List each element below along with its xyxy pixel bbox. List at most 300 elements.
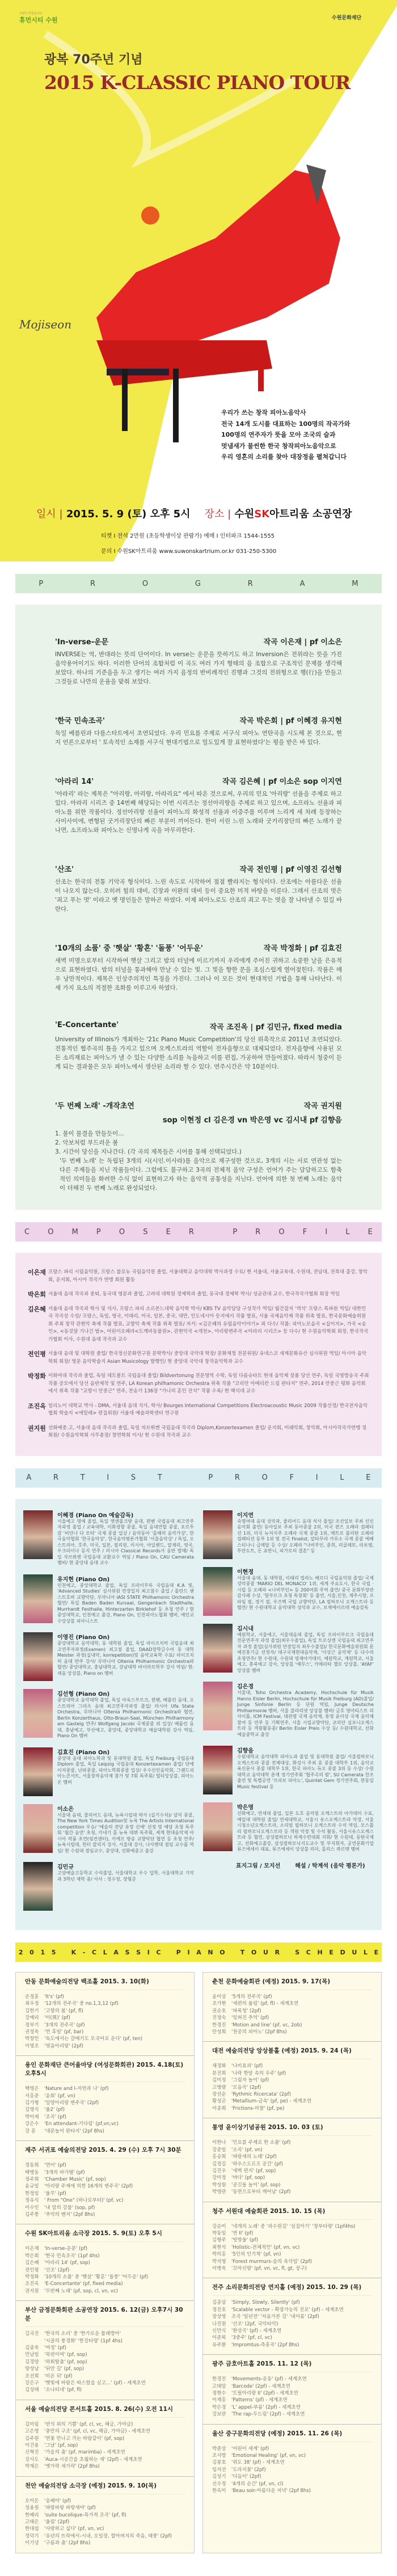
artist-photo <box>203 1802 233 1851</box>
program-row <box>25 2085 185 2092</box>
artist-name: 김시내 <box>237 1625 254 1632</box>
heading-letter: O <box>278 1227 285 1236</box>
heading-letter: 2 <box>18 1948 23 1956</box>
program-row <box>25 2359 185 2366</box>
program-row <box>212 2161 372 2168</box>
composer-name: 김종욱 <box>25 2345 39 2351</box>
composer-name: 김가형 <box>25 2100 39 2106</box>
program-row <box>25 2519 185 2526</box>
program-row <box>212 2174 372 2181</box>
artist-info <box>237 1510 374 1559</box>
program-row <box>212 2139 372 2146</box>
program-row <box>212 2147 372 2153</box>
artist-name: 김선형 (Piano On) <box>57 1691 110 1697</box>
piece-title: '아라리 14' <box>55 778 94 786</box>
composer-name: 이영조 <box>25 2043 39 2049</box>
composer-name: 박영란 <box>212 2189 226 2195</box>
composer-name: 홍승희 <box>212 2154 226 2160</box>
work-title: '옛가락 새가락' (2pf 8hs) <box>44 2464 100 2470</box>
work-title: '연 II' (pf) <box>231 2230 254 2236</box>
composer-name: 임지선 <box>212 2467 226 2473</box>
work-title: 'Auca-시공간을 초월하는 새' (2pf) - 세계초연 <box>44 2456 142 2463</box>
heading-letter: O <box>142 579 149 588</box>
program-row <box>25 2330 185 2337</box>
composer-name: 김경양 <box>25 2359 39 2365</box>
piece-credit: 작곡 전인평 | pf 이영진 김선형 <box>239 865 342 874</box>
composer-name: 한대섭 <box>25 2526 39 2532</box>
program-row <box>25 2366 185 2372</box>
program-row <box>25 2274 185 2281</box>
work-title: '공깃돌 놀이' (pf, sop) <box>231 2182 281 2188</box>
artist-name: 이소은 <box>57 1806 74 1813</box>
program-row <box>25 2022 185 2029</box>
piano-leg <box>258 346 264 391</box>
artist-photo <box>203 1682 233 1730</box>
artist-column-right <box>203 1510 374 1919</box>
program-row <box>25 2169 185 2176</box>
composer-name: 이기녕 <box>25 2540 39 2547</box>
work-title: 'In-verse-운문' (pf) <box>44 2246 88 2252</box>
program-piece <box>55 863 342 914</box>
program-row <box>212 2452 372 2459</box>
artist-info <box>57 1747 194 1796</box>
program-row <box>212 2022 372 2029</box>
composer-name: 김미림 <box>25 2421 39 2427</box>
concert-block <box>203 2042 381 2118</box>
program-row <box>212 2015 372 2021</box>
composer-name: 김주원 <box>25 2435 39 2442</box>
work-title: '울림' (2pf) <box>44 2519 70 2525</box>
movement-item: 3. 시간이 당신을 지나간다. (각 곡의 제목들은 시어를 통해 선택되었다.) <box>55 1148 242 1155</box>
program-row <box>25 2345 185 2351</box>
artist-entry <box>23 1510 194 1566</box>
concert-venue-date: 광주 금호아트홀 2015. 11. 12 (목) <box>212 2359 372 2372</box>
composer-entry <box>28 1425 369 1440</box>
artist-info <box>237 1567 374 1616</box>
composer-name: 정주희 <box>25 2176 39 2182</box>
program-row <box>25 2463 185 2470</box>
program-row <box>25 2106 185 2113</box>
program-row <box>212 2237 372 2244</box>
program-row <box>25 2015 185 2021</box>
work-title: '율2' (pf) <box>44 2107 65 2113</box>
composer-bio: 서울대 음대 작곡과 학사 및 석사, 프랑스 파리 소르본느대학 음악학 박사/ KBS TV 음악담당 구성작가 역임/ 월간잡지 '객석' 프랑스 특파원 역임/ 대한민국 작곡상 수상/ 프랑스, 독일, 영국, 이태리, 미국, 일본, 중국, 대만, 인도네시아 등지에서 작품 발표, 서울 국제음악제 작품 위촉 발표, 한국문화예술위원회 주최 창작 관현악 축제 작품 발표, 교향악 축제 작품 위촉 발표/ 저서: <김은혜의 유럽음악이야기> 외 다수/ 작품: 피아노모음곡 <십이지>, 가곡 <송인>, <동짓달 기나긴 밤>, 어린이오페라<도깨비동물원>, 관현악곡 <개천>, 아리랑변주곡 <아라리 시리즈> 등 다수/ 현 수원음악학회 회장, 한국작곡가협회 이사, 수원대 음대 작곡과 교수 <box>48 1306 369 1342</box>
program-row <box>25 2000 185 2007</box>
work-title: '내 맘의 강물' (sop, pf) <box>44 2205 95 2211</box>
work-title: '3개의 바가텔' (pf) <box>44 2169 85 2176</box>
heading-letter: I <box>315 1473 318 1482</box>
artist-name: 김민규 <box>57 1864 74 1870</box>
composer-name: 박성원 <box>212 2182 226 2188</box>
credits <box>236 1861 374 1869</box>
heading-letter: O <box>251 1948 257 1956</box>
work-title: '파랑파랑 파랑새야' (pf) <box>44 2505 96 2511</box>
work-title: 'The rap-두드림' (2pf) - 세계초연 <box>231 2412 305 2418</box>
program-row <box>212 2313 372 2320</box>
composer-name: 안성희 <box>212 2029 226 2036</box>
work-title: '그날' (pf, sop) <box>44 2443 78 2449</box>
piano-leg <box>173 369 179 442</box>
composer-name: 백영은 <box>25 2086 39 2092</box>
composer-name: 박의홍 <box>212 2252 226 2258</box>
piece-header <box>55 715 342 725</box>
program-row <box>25 2373 185 2380</box>
piano-leg <box>122 369 128 431</box>
heading-letter: R <box>90 579 96 588</box>
program-row <box>25 2428 185 2435</box>
artist-photo <box>23 1632 53 1681</box>
composer-name: 조가현 <box>212 2001 226 2007</box>
work-title: 'Scalable vector - 확장가능의 진로' (pf) - 세계초연 <box>231 2307 344 2313</box>
intro-text: 우리가 쓰는 창작 피아노음악사 전국 14개 도시를 대표하는 100명의 작곡가와 100명의 연주자가 뜻을 모아 조국의 슬과 멋냄새가 물씬한 한국 창작피아노음악으로 우리 영혼의 소리를 찾아 대장정을 펼쳐갑니다 <box>221 409 350 461</box>
work-title: 'Patterns' (pf) - 세계초연 <box>231 2397 288 2404</box>
artist-info <box>57 1862 194 1911</box>
work-title: '소나티네' (pf, fl) <box>44 2387 82 2393</box>
program-row <box>25 2533 185 2540</box>
work-title: 'Forest murmurs-숲의 속삭임' (2pf) <box>231 2258 312 2265</box>
program-row <box>212 2230 372 2237</box>
artist-entry <box>203 1802 374 1853</box>
composer-name: 권순호 <box>212 2008 226 2014</box>
work-title: ' From "One" (하나로부터)' (pf, vc) <box>44 2198 124 2204</box>
artist-photo <box>23 1689 53 1738</box>
piece-header <box>55 1021 342 1032</box>
composer-entry <box>28 1291 369 1299</box>
artist-photo <box>203 1567 233 1616</box>
schedule-heading <box>15 1942 382 1962</box>
artist-name: 박은영 <box>237 1805 254 1811</box>
heading-letter: S <box>125 1948 130 1956</box>
work-title: 'Movements-운동' (pf) - 세계초연 <box>231 2376 307 2383</box>
program-section <box>15 605 382 1210</box>
heading-letter: F <box>289 1473 294 1482</box>
composer-name: 조진옥 <box>28 1402 46 1410</box>
piece-description: 새벽 미명으로부터 시작하여 햇살 그리고 밤의 터널에 이르기까지 우리에게 주어진 귀하고 소중한 날을 은유적으로 표현하였다. 밤의 터널을 통과해야 만날 수 있는 빛. 그 빛을 향한 문을 조심스럽게 열어젖힌다. 작품은 매우 낭만적이다. 제목은 인상주의적인 특징을 가진다. 그러나 이 모든 것이 현대적인 기법을 통해 나타난다. 이 세 가지 요소의 적절한 조화를 이루고자 하였다. <box>55 957 342 991</box>
composer-name: 조진옥 <box>25 2281 39 2287</box>
heading-letter: O <box>219 1948 225 1956</box>
heading-letter: G <box>195 579 201 588</box>
heading-letter: C <box>24 1227 30 1236</box>
composer-name: 김은혜 <box>25 2260 39 2266</box>
program-row <box>25 2442 185 2449</box>
work-title: '나락 한알 속의 우주' (pf) <box>231 2070 286 2076</box>
concert-block <box>203 2202 381 2279</box>
work-title: 'Nature and I-자연과 나' (pf) <box>44 2086 109 2092</box>
program-row <box>212 1994 372 2000</box>
concert-venue-date: 용인 문화재단 큰어울마당 (여성문화회관) 2015. 4.18(토) 오후5시 <box>25 2060 185 2082</box>
program-row <box>212 2251 372 2258</box>
work-title: 'Beau soir-아름다운 저녁' (2pf 8hs) <box>231 2488 311 2494</box>
work-title: '연어' (pf) <box>44 2163 66 2169</box>
credit-line: 표지그림 / 모지선 <box>236 1863 281 1869</box>
work-title: '엮음아리랑' (2pf) <box>44 2043 83 2049</box>
artist-info <box>57 1689 194 1739</box>
composer-name: 박창민 <box>25 2036 39 2042</box>
piece-description: University of Illinois가 개최하는 '21c Piano Music Competition'의 당선 위촉작으로 2011년 초연되었다. 전통적인 협주곡의 틀을 가지고 있으며 오케스트라의 역할이 전자음향으로 대체되었다. 전자음향에 사용된 모든 소리재료는 피아노가 낼 수 있는 다양한 소리를 녹음하고 이를 편집, 가공하여 만들어졌다. 따라서 청중이 듣게 되는 결과물은 모두 피아노에서 생산된 소리라 할 수 있다. 연주시간은 약 10분이다. <box>55 1036 342 1070</box>
program-row <box>212 2342 372 2349</box>
heading-letter: E <box>329 1948 333 1956</box>
piece-performers: sop 이현정 cl 김은경 vn 박은영 vc 김시내 pf 김향음 <box>162 1116 342 1125</box>
artist-entry <box>203 1682 374 1738</box>
artist-photo <box>203 1746 233 1794</box>
heading-letter: M <box>352 579 358 588</box>
heading-letter: S <box>295 1948 300 1956</box>
concert-venue-date: 안동 문화예술의전당 백조홀 2015. 3. 10(화) <box>25 1977 185 1990</box>
heading-letter: L <box>340 1473 344 1482</box>
heading-letter: A <box>113 1948 119 1956</box>
composer-name: 권지원 <box>25 2288 39 2294</box>
work-title: '민요를 주제로 한 소품' (pf) <box>231 2140 291 2146</box>
work-title: 'Chamber Music' (pf, sop) <box>44 2176 106 2182</box>
program-row <box>25 2043 185 2050</box>
piece-credit: 작곡 박정화 | pf 김효진 <box>263 944 342 953</box>
artist-entry <box>203 1746 374 1794</box>
program-row <box>25 2176 185 2183</box>
program-row <box>212 2481 372 2488</box>
concert-venue-date: 울산 중구문화의전당 (예정) 2015. 11. 26 (목) <box>212 2429 372 2442</box>
heading-letter: E <box>368 1227 373 1236</box>
work-title: '세편의 울림' (pf, fl) - 세계초연 <box>231 2001 299 2007</box>
program-row <box>25 2505 185 2511</box>
program-row <box>212 2383 372 2390</box>
program-piece <box>55 942 342 993</box>
heading-letter: A <box>196 1948 201 1956</box>
artist-info <box>237 1746 374 1794</box>
program-row <box>25 2498 185 2505</box>
program-row <box>212 2189 372 2195</box>
work-title: '3중주' (pf, cl, vc) <box>231 2335 272 2341</box>
work-title: '4개의 순간' (pf, vn, cl) <box>231 2481 284 2487</box>
work-title: '충만의 구조' (pf, cl, vc, 해금, 가야금) - 세계초연 <box>44 2429 150 2435</box>
work-title: '천공의 피아노' (2pf 8hs) <box>231 2029 287 2036</box>
heading-letter: 5 <box>51 1948 56 1956</box>
program-row <box>25 2245 185 2252</box>
program-row <box>212 2244 372 2251</box>
program-piece <box>55 636 342 686</box>
concert-block <box>203 2355 381 2424</box>
work-title: '고향의 봄' (pf, fl) <box>44 2008 83 2014</box>
heading-letter: R <box>234 1473 240 1482</box>
artist-bio: 선화예고, 연세대 졸업, 일본 도호 음악원 오케스트라 아카데미 수료, 예일대 대학원 졸업/ 연세대학교, 서울시 유스오케스트라 악장, 서울시청소년오케스트라, 소리얼 필하모니 오케스트라 수석 역임, 모스틀리 필하모닉오케스트라 등 객원 악장 및 수석 활동, 서울시유스오케스트라 등 협연, 삼성필하모닉 하계수련대회 지휘/ 현 수원대, 동탄국제고, 선화예고출강, 삼성필하모닉지도교수 및 부지휘자, 공연문화기업 뮤즈에세이 대표, 뮤즈에세이 앙상블 리더, 몰리스 콰르텟 멤버 <box>237 1811 374 1852</box>
piece-description: '두 번째 노래' 는 독립된 3개의 시(시인.이사라)를 음악으로 재구성한 것으로, 3개의 시는 서로 연관성 없는 다른 주제들을 지닌 작품들이다. 그럼에도 불구하고 3곡의 전체적 음악 구성은 언어가 주는 담담하고도 함축적인 의미들을 화려한 수식 없이 표현하고자 하는 음악적 공통성을 지닌다. 언어에 의한 첫 번째 노래는 음악이 더해진 두 번째 노래로 완성되었다. <box>60 1158 342 1192</box>
composer-bio: 프랑스 파리 시립음악원, 프랑스 불로뉴 국립음악원 졸업, 서울대학교 음악대학 박사과정 수료/ 현 서울대, 서울교육대, 수원대, 전남대, 전북대 출강, 창악회, 운지회, 아시아 작곡가 연맹 회원 활동 <box>48 1269 368 1283</box>
credit-line: 해설 / 탁계석 (음악 평론가) <box>295 1863 365 1869</box>
composer-name: 김은혜 <box>28 1305 46 1313</box>
composer-entry <box>28 1269 369 1284</box>
composer-name: 정진호 <box>212 2307 226 2313</box>
composer-name: 강은수 <box>25 2121 39 2127</box>
heading-letter: R <box>53 1473 58 1482</box>
program-row <box>25 2267 185 2274</box>
heading-letter: C <box>92 1948 97 1956</box>
program-row <box>25 2281 185 2287</box>
program-piece <box>55 1100 342 1193</box>
program-row <box>25 2456 185 2463</box>
work-title: '시골의 풍경화' '한강타령' (1pf 4hs) <box>44 2338 123 2344</box>
program-row <box>25 2029 185 2036</box>
piece-title: 'E-Concertante' <box>55 1021 119 1029</box>
program-row <box>212 2321 372 2328</box>
composer-name: 이건용 <box>25 2443 39 2449</box>
program-row <box>212 2446 372 2452</box>
concert-block <box>16 2056 194 2141</box>
program-row <box>212 2182 372 2189</box>
artist-name: 이현정 <box>237 1569 254 1576</box>
concert-venue-date: 제주 서귀포 예술의전당 2015. 4. 29 (수) 오후 7시 30분 <box>25 2146 185 2159</box>
artist-bio: 수원대학교 음악대학 피아노과 졸업 및 동대학원 졸업/ 서울필하모닉 오케스트라 콩쿨 전체대상, 화성시 주최 효 콩쿨 대학부 1위, 음악교육신문사 콩쿨 대학부 1위, 한국 피아노 듀오 콩쿨 3위 등 수상/ 수원대학교 음악대학 춘계 정기연주회 '협주곡의 밤', SU Camerata 찬조출연 및 특별공연 '브라보 피아노', Quintet Gem 정기연주회, 한동일 Music festival 등 <box>237 1754 374 1789</box>
work-title: 'En attendant-기다림' (pf,vn,vc) <box>44 2121 119 2127</box>
composer-bio: 서울대 음대 작곡과 중퇴, 동국대 영문과 졸업, 고려대 대학원 경제학과 졸업, 동국대 경제학 박사/ 성균관대 교수, 한국작곡가협회 회장 역임 <box>48 1291 340 1297</box>
work-title: 'Holistic-전체적인' (pf, vn, vc) <box>231 2244 300 2250</box>
event-date-venue: 일시 | 2015. 5. 9 (토) 오후 5시 장소 | 수원SK아트리움 소공연장 <box>36 508 352 520</box>
program-row <box>25 2338 185 2345</box>
composer-name: 이재홍 <box>212 2397 226 2404</box>
heading-letter: P <box>39 579 44 588</box>
work-title: '두번째 노래' (pf, sop, cl, vn, vc) <box>44 2288 118 2294</box>
artist-name: 이영진 (Piano On) <box>57 1635 110 1641</box>
composer-name: 이준복 <box>212 2335 226 2341</box>
composer-name <box>25 2338 44 2345</box>
artist-info <box>237 1802 374 1853</box>
work-title: 'Impromtus-즉흥곡' (2pf 8hs) <box>231 2342 299 2348</box>
work-title: '바다' (pf, sop) <box>231 2175 265 2181</box>
composer-name: 한경진 <box>212 2376 226 2383</box>
artist-info <box>237 1682 374 1738</box>
composer-name: 권지원 <box>28 1424 46 1432</box>
work-title: 'Frictions-마찰' (pf, pe) <box>231 2105 285 2112</box>
artist-bio: 예원학교, 서울예고, 서울대음대 졸업, 독일 프라이부르크 국립음대 전문연주자 과정 졸업(최우수졸업), 독일 트로싱엔 국립음대 최고연주자 과정 졸업(심사위원 만장일치 최우수졸업)/ 한국문화예술위원회 문예진흥기금 선정자/ 대구국제현대음악제, '이상근 음악제' 등 다수의 초청연주/ 현 수원대, 수원대 영재아카데미, 예원학교, 계원학교, 서울예고, 충북예고 강사, 앙상블 '예무스', 카메라타 첼로 앙상블, 'AYAF' 앙상블 멤버 <box>237 1632 374 1673</box>
composer-name: 정동희 <box>25 2163 39 2169</box>
program-row <box>25 2128 185 2135</box>
concert-venue-date: 서울 예술의전당 콘서트홀 2015. 8. 26(수) 오전 11시 <box>25 2405 185 2418</box>
concert-venue-date: 춘천 문화예술회관 (예정) 2015. 9. 17(목) <box>212 1977 372 1990</box>
sun-dot <box>141 206 159 225</box>
composer-bio: 이화여대 작곡과 졸업, 독일 데트몰트 국립음대 졸업/ Bildvertonung 전문영역 수학, 독일 다름슈타트 현대 음악제 장품 당선 연주, 독일 국영방송국 주최 작품 공모에서 당선 음반제작 및 연주, LA Korean philhamonic Orchestra 위촉 작품 "코리안 아메리칸 드림 판타지" 연주, 2014 안중근 평화 음악회에서 위촉 작품 "교향시 안중근" 연주, 찬송가 136장 "가나의 혼인 잔치" 작품 수록/ 현 백석대 교수 <box>48 1373 369 1394</box>
composer-name: 박준상 <box>212 2446 226 2452</box>
heading-letter: L <box>103 1948 107 1956</box>
work-title: '추억의 벤치' (2pf 8hs) <box>44 2211 95 2218</box>
program-row <box>25 2526 185 2532</box>
composer-name: 신혁진 <box>25 2450 39 2456</box>
program-row <box>212 2029 372 2036</box>
program-row <box>25 2260 185 2266</box>
piece-description: INVERSE는 역, 반대라는 뜻의 단어이다. In verse는 운문을 뜻하기도 하고 Inversion은 전위라는 뜻을 가진 음악용어이기도 하다. 이러한 단어의 조합처럼 이 곡도 여러 가지 형태의 음 조합으로 구조적인 문제를 생각해보았다. 하나의 기준음을 두고 생기는 여러 가지 음정의 반비례적인 진행과 그것의 전위형으로 행(行)을 만들고 그것들로 나만의 운율을 맞춰 보았다. <box>55 651 342 685</box>
heading-letter: K <box>71 1948 77 1956</box>
program-row <box>212 2000 372 2007</box>
heading-letter: - <box>82 1948 86 1956</box>
work-title: '아라리 14' (pf, sop) <box>44 2260 90 2266</box>
composer-name: 백병동 <box>25 2169 39 2176</box>
artist-bio: 서울대 음대, 동 대학원, 이태리 밀라노 베르디 국립음악원 졸업/ 국제 성악콩쿨 'MARIO DEL MONACO' 1위, 세계 주요도시, 한국 국립 · 시립 등 오페라 <나비부인> 등 200여회 주역 출연/ 중국 문화부장관감사패 수상, '함부르크 초청 독창회' 등 출연, 서울,인천, 제주시향, 프라임 필, 경기 필, 우즈벡 국립 교향악단, LA 필하모닉 오케스트라 등 협연/ 현 수원대학교 음악대학 성악과 교수, 보체에이르테 예술감독 <box>237 1575 374 1610</box>
work-title: '파록청' (2pf) <box>231 2008 261 2014</box>
composer-name: 박동임 <box>212 2230 226 2236</box>
composer-name: 김미정 <box>212 2077 226 2084</box>
work-title: '여정' (pf) <box>44 2345 66 2351</box>
heading-letter: O <box>119 1227 125 1236</box>
subtitle: 광복 70주년 기념 <box>44 53 143 67</box>
inquiry-info[interactable]: 문의 I 수원SK아트리움 www.suwonskartrium.or.kr 031-250-5300 <box>101 548 277 555</box>
concert-block <box>16 2141 194 2224</box>
concert-venue-date: 천안 예술의전당 소극장 (예정) 2015. 9. 10(목) <box>25 2481 185 2494</box>
program-row <box>212 2397 372 2404</box>
program-row <box>25 2435 185 2442</box>
composer-name: 장선순 <box>212 2092 226 2098</box>
heading-letter: R <box>188 1227 194 1236</box>
piece-header <box>55 1100 342 1110</box>
work-title: '잊혀진 추억' (pf) <box>231 2015 269 2021</box>
schedule-column-left <box>15 1972 195 2553</box>
work-title: '뒤안 길' (pf, sop) <box>44 2366 85 2372</box>
work-title: '파랑새의 노래' (2pf) <box>231 2154 277 2160</box>
work-title: '밀양아리랑 변주곡' (2pf) <box>44 2100 99 2106</box>
program-row <box>25 2211 185 2218</box>
program-row <box>25 1994 185 2000</box>
composer-name: 손정훈 <box>25 1994 39 2000</box>
work-title: '구름과 춤' (2pf 8hs) <box>44 2540 91 2547</box>
concert-venue-date: 청주 서원대 예술회관 2015. 10. 15 (목) <box>212 2207 372 2220</box>
artist-bio: 중앙대학교 음악대학, 동 대학원 졸업, 독일 라이프치히 국립음대 최고연주자과정(Examen) 최고점 졸업, DAAD장학금수여 동 대학 Meister 과정(실내악, korrepetition)및 음악교육학 수료/ 라이프치히 음대 반주 강사/ 루마니아 Oltenia Philharmonic Orchestra와 협연/ 중앙대학교, 충남대학교, 강남대학 바이마르학부 강사 역임/ 현: 새음 앙상블, Piano on 멤버 <box>57 1641 194 1676</box>
composer-name: 박지영 <box>212 2258 226 2265</box>
composer-name: 강미정 <box>212 2175 226 2181</box>
composer-name: 박은경 <box>212 2404 226 2410</box>
work-title: '이(異)' (pf) <box>44 2015 70 2021</box>
program-row <box>212 2376 372 2383</box>
work-title: 조곡 '일년전' '처음가본 길' '내이름' (2pf) <box>231 2314 319 2320</box>
composer-name: 고태암 <box>212 2383 226 2389</box>
piece-header <box>55 636 342 647</box>
concert-venue-date: 통영 윤이상기념공원 2015. 10. 03 (토) <box>212 2123 372 2136</box>
composer-name: 이병욱 <box>212 2265 226 2271</box>
program-row <box>212 2168 372 2174</box>
composer-name: 권정욱 <box>25 2029 39 2036</box>
movement-item: 1. 물이 물결을 만들듯이... <box>55 1130 124 1137</box>
artist-photo <box>23 1747 53 1796</box>
composer-name: 진정숙 <box>212 2015 226 2021</box>
ticket-info: 티켓 I 전석 2만원 (초등학생이상 관람가) 예매 I 인터파크 1544-1555 <box>101 533 275 539</box>
heading-letter: O <box>48 1227 54 1236</box>
composer-name: 한옥미 <box>212 2488 226 2494</box>
heading-letter: S <box>143 1227 148 1236</box>
work-title: '울무' (pf) <box>44 2190 66 2197</box>
heading-letter: S <box>130 1473 136 1482</box>
composer-name: 김형주 <box>212 2237 226 2244</box>
composer-name: 서홍준 <box>25 2093 39 2099</box>
composer-bio: 선화예중.고, 서울대 음대 작곡과 졸업, 독일 자브뤼켄 국립음대 작곡과 Diplom,Konzertexamen 졸업/ 운지회, 미래악회, 창악회, 아시아작곡가연맹 정회원/ 수원음악학회 사무총장/ 창연학회 이사/ 현 수원대 작곡과 교수 <box>48 1425 367 1438</box>
work-title: '하회탈춤' (pf, sop) <box>44 2359 87 2365</box>
work-title: '트릴아리랑 II' (2pf) - 세계초연 <box>231 2391 298 2397</box>
artist-bio: 중앙대학교 음악대학 졸업, 독일 아욱스부르크, 뮌헨, 베를린 음대, 오스트리아 그라츠 음대 최고연주자과정 졸업/ 러시아 Ufa State Orchestra, 루마니아 Oltenia Philharmonic Orchestra와 협연, Berlin Konzerthaus, Otto-Braun-Saal, München Philharmony am Gasteig 연주/ Wolfgang Jacobi 국제콩쿨 위 입상/ 베를린 음대, 충남예고, 부산예고, 중앙대, 중앙대학교 예술대학원 강사 역임, Piano On 멤버 <box>57 1697 194 1738</box>
composer-name: 최우정 <box>25 2001 39 2007</box>
work-title: '소곡' (pf, vn) <box>231 2147 263 2153</box>
program-row <box>25 2183 185 2190</box>
composer-name: 김봉호 <box>212 2460 226 2466</box>
composer-name: 전인평 <box>25 2267 39 2273</box>
heading-letter: I <box>187 1948 190 1956</box>
work-title: '산조' (2pf) <box>44 2267 70 2273</box>
composer-entry <box>28 1373 369 1396</box>
program-row <box>25 2512 185 2519</box>
heading-letter: U <box>263 1948 268 1956</box>
composer-name: 이한나 <box>212 2140 226 2146</box>
work-title: 'Rythmic Ricercata' (2pf) <box>231 2092 291 2098</box>
composer-name: 정부기 <box>25 2022 39 2028</box>
program-row <box>25 2205 185 2211</box>
concert-venue-date: 부산 금정문화회관 소공연장 2015. 6. 12(금) 오후7시 30분 <box>25 2305 185 2327</box>
program-row <box>212 2473 372 2480</box>
heading-letter: O <box>261 1473 268 1482</box>
composer-name: 문진희 <box>212 2070 226 2076</box>
work-title: '아리랑 주제에 의한 16개의 변주곡' (2pf) <box>44 2184 133 2190</box>
